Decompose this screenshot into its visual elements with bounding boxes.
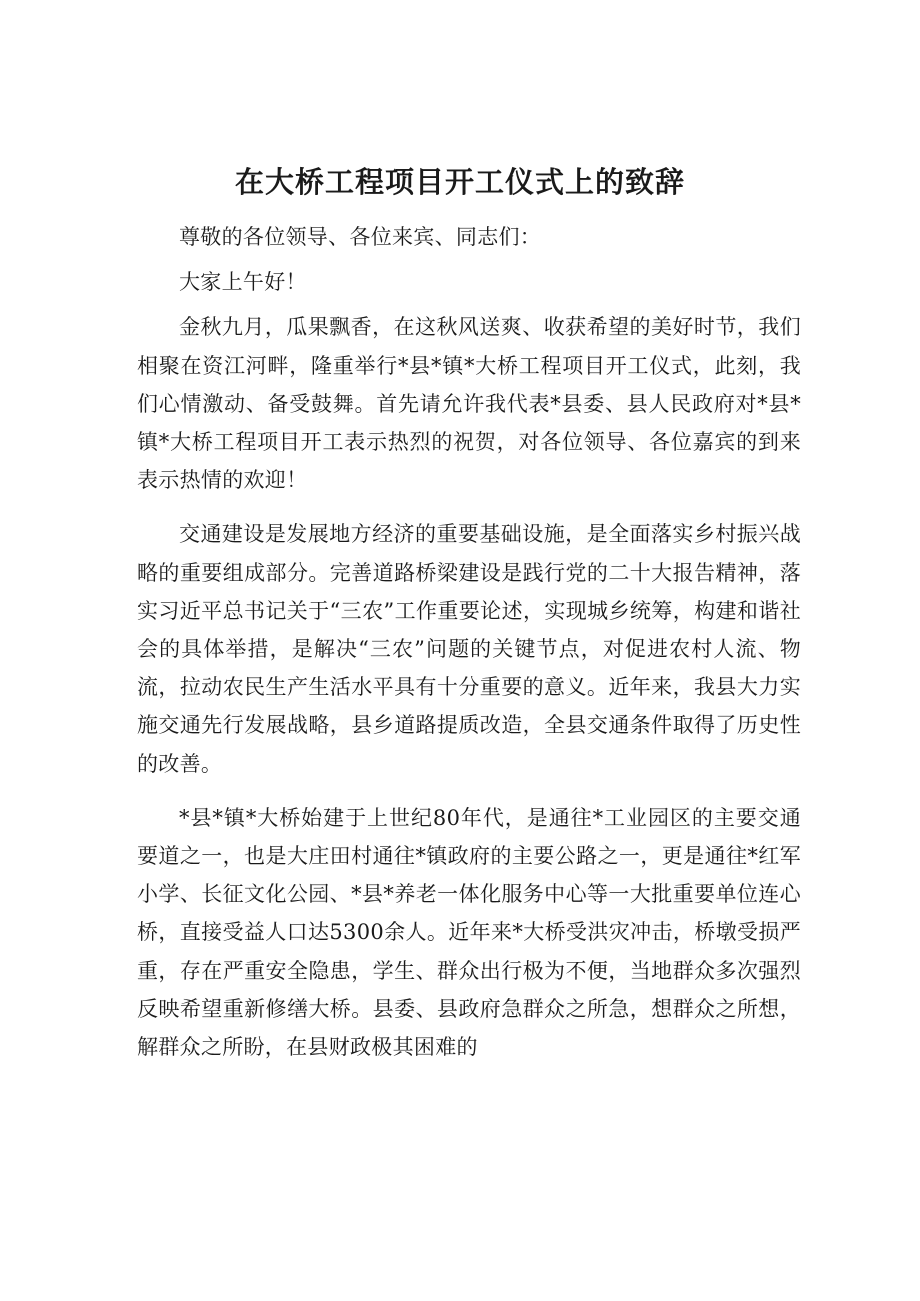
salutation: 尊敬的各位领导、各位来宾、同志们： [179, 225, 542, 249]
paragraph-bridge: *县*镇*大桥始建于上世纪80年代，是通往*工业园区的主要交通要道之一，也是大庄田村通往*镇政府的主要公路之一，更是通往*红军小学、长征文化公园、*县*养老一体化服务中心等一大批重要单位连心桥，直接受益人口达5300余人。近年来*大桥受洪灾冲击，桥墩受损严重，存在严重安全隐患，学生、群众出行极为不便，当地群众多次强烈反映希望重新修缮大桥。县委、县政府急群众之所急，想群众之所想，解群众之所盼，在县财政极其困难的 [137, 805, 801, 1060]
greeting: 大家上午好！ [179, 270, 307, 295]
paragraph-opening: 金秋九月，瓜果飘香，在这秋风送爽、收获希望的美好时节，我们相聚在资江河畔，隆重举行*县*镇*大桥工程项目开工仪式，此刻，我们心情激动、备受鼓舞。首先请允许我代表*县委、县人民政府对*县*镇*大桥工程项目开工表示热烈的祝贺，对各位领导、各位嘉宾的到来表示热情的欢迎！ [137, 315, 801, 493]
paragraph-transport: 交通建设是发展地方经济的重要基础设施，是全面落实乡村振兴战略的重要组成部分。完善道路桥梁建设是践行党的二十大报告精神，落实习近平总书记关于“三农”工作重要论述，实现城乡统筹，构建和谐社会的具体举措，是解决“三农”问题的关键节点，对促进农村人流、物流，拉动农民生产生活水平具有十分重要的意义。近年来，我县大力实施交通先行发展战略，县乡道路提质改造，全县交通条件取得了历史性的改善。 [137, 522, 801, 776]
document-title: 在大桥工程项目开工仪式上的致辞 [234, 165, 685, 199]
document-body [137, 218, 801, 1082]
